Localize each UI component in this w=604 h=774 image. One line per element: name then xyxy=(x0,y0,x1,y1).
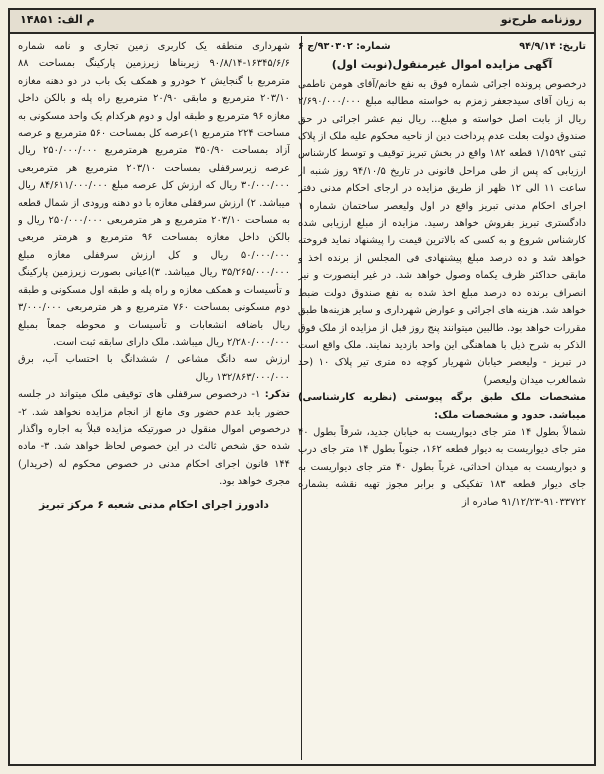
note-label: تذکر: xyxy=(264,389,290,401)
rights-valuation-line: ارزش سه دانگ مشاعی / ششدانگ با احتساب آب، برق ۱۳۲/۸۶۳/۰۰۰/۰۰۰ ریال xyxy=(18,354,290,383)
property-specs-body: شمالاً بطول ۱۴ متر جای دیواریست به خیابان جدید، شرقاً بطول ۴۰ متر جای دیواریست به دیوار قطعه ۱۶۲، جنوباً بطول ۱۴ متر جای درب و دیواریست به میدان احداثی، غرباً بطول ۴۰ متر جای دیواریست به جای دیوار قطعه ۱۸۳ تفکیکی و برابر مجوز تهیه نقشه بشماره ۹۱۰۳۳۷۲۲-۹۱/۱۲/۲۳ صادره از xyxy=(298,426,586,508)
masthead xyxy=(10,10,594,34)
signature-line: دادورز اجرای احکام مدنی شعبه ۶ مرکز تبریز xyxy=(39,498,269,511)
date-number-row xyxy=(298,38,586,55)
valuation-body: شهرداری منطقه یک کاربری زمین تجاری و نامه شماره ۱۶۳۴۵/۶/۶-۹۰/۸/۱۴ زیربناها زیرزمین پارکینگ بمساحت ۸۸ مترمربع با گنجایش ۲ خودرو و همکف یک باب در دو دهنه مغازه ۲۰۳/۱۰ مترمربع و مابقی ۲۰/۹۰ مترمربع راه پله و بالکن داخل مغازه ۹۶ مترمربع و طبقه اول و دوم هرکدام یک واحد مسکونی به مساحت ۲۲۴ مترمربع ۱)عرصه کل بمساحت ۵۶۰ مترمربع و عرصه آزاد بمساحت ۳۵۰/۹۰ مترمربع هرمترمربع ۲۵۰/۰۰۰/۰۰۰ ریال عرصه زیرسرقفلی بمساحت ۲۰۳/۱۰ مترمربع هر مترمربعی ۳۰/۰۰۰/۰۰۰ ریال که ارزش کل عرصه مبلغ ۸۴/۶۱۱/۰۰۰/۰۰۰ ریال میباشد. ۲) ارزش سرقفلی مغازه با دو دهنه ورودی از شمال قطعه به مساحت ۲۰۳/۱۰ مترمربع و هر مترمربعی ۲۵۰/۰۰۰/۰۰۰ ریال و بالکن داخل مغازه بمساحت ۹۶ مترمربع و هرمتر مربعی ۵۰/۰۰۰/۰۰۰ ریال و کل ارزش سرقفلی مغازه مبلغ ۳۵/۲۶۵/۰۰۰/۰۰۰ ریال میباشد. ۳)اعیانی بصورت زیرزمین پارکینگ و تأسیسات و همکف مغازه و راه پله و طبقه اول مسکونی و طبقه دوم مسکونی بمساحت ۷۶۰ مترمربع و هر مترمربعی ۳/۰۰۰/۰۰۰ ریال باضافه انشعابات و تأسیسات و محوطه جمعاً بمبلغ ۲/۲۸۰/۰۰۰/۰۰۰ ریال میباشد. ملک دارای سابقه ثبت است. xyxy=(18,41,290,348)
notice-date: تاریخ: ۹۴/۹/۱۴ xyxy=(519,41,586,52)
right-column xyxy=(298,38,586,758)
notice-headline: آگهی مزایده اموال غیرمنقول(نوبت اول) xyxy=(331,58,553,72)
newspaper-clipping xyxy=(8,8,596,766)
note-paragraph xyxy=(18,386,290,490)
reference-number: م الف: ۱۴۸۵۱ xyxy=(20,13,95,26)
notice-body: درخصوص پرونده اجرائی شماره فوق به نفع خانم/آقای هومن ناطمی به زیان آقای سیدجعفر زمزم به خواسته مطالبه مبلغ ۲/۶۹۰/۰۰۰/۰۰۰ ریال از بابت اصل خواسته و مبلغ... ریال نیم عشر اجرائی در حق صندوق دولت بعلت عدم پرداخت دین از ناحیه محکوم علیه ملک از پلاک ثبتی ۱/۱۵۹۲ قطعه ۱۸۲ واقع در بخش تبریز توقیف و توسط کارشناس ارزیابی که پس از طی مراحل قانونی در تاریخ ۹۴/۱۰/۵ روز شنبه از ساعت ۱۱ الی ۱۲ ظهر از طریق مزایده در ارجای احکام مدنی دفتر اجرای احکام مدنی تبریز واقع در اول ولیعصر ساختمان شماره ۱ دادگستری تبریز بفروش خواهد رسید. مزایده از مبلغ ارزیابی شده کارشناس شروع و به کسی که بالاترین قیمت را پیشنهاد نماید فروخته خواهد شد و ده درصد مبلغ پیشنهادی فی المجلس از برنده اخذ و مابقی حداکثر ظرف یکماه وصول خواهد شد. در غیر اینصورت و نیز انصراف برنده ده درصد مبلغ اخذ شده به نفع صندوق دولت ضبط خواهد شد. هزینه های اجرائی و عوارض شهرداری و سایر هزینه‌ها طبق مقررات خواهد بود. طالبین میتوانند پنج روز قبل از مزایده از ملک فوق الذکر به شرح ذیل با هماهنگی این واحد بازدید نمایند. ملک واقع است در تبریز - ولیعصر خیابان شهریار کوچه ده متری تیر پلاک ۱۰ (حد شمالغرب میدان ولیعصر) xyxy=(298,78,586,386)
notice-number: شماره: ۹۳۰۳۰۲/ج ۶ xyxy=(298,41,391,52)
newspaper-name: روزنامه طرح‌نو xyxy=(500,13,582,26)
property-specs-heading: مشخصات ملک طبق برگه پیوستی (نظریه کارشناسی) میباشد. حدود و مشخصات ملک: xyxy=(298,392,586,421)
left-column xyxy=(18,38,290,758)
note-body: ۱- درخصوص سرقفلی های توقیفی ملک میتواند در جلسه حضور یابد عدم حضور وی مانع از انجام مزایده نخواهد شد. ۲- درخصوص اموال منقول در صورتیکه مزایده قبلاً به اجاره واگذار شده حق شخص ثالث در این خصوص لحاظ خواهد شد. ۳- ماده ۱۴۴ قانون اجرای احکام مدنی در خصوص محکوم له (خریدار) مجری خواهد بود. xyxy=(18,389,290,488)
